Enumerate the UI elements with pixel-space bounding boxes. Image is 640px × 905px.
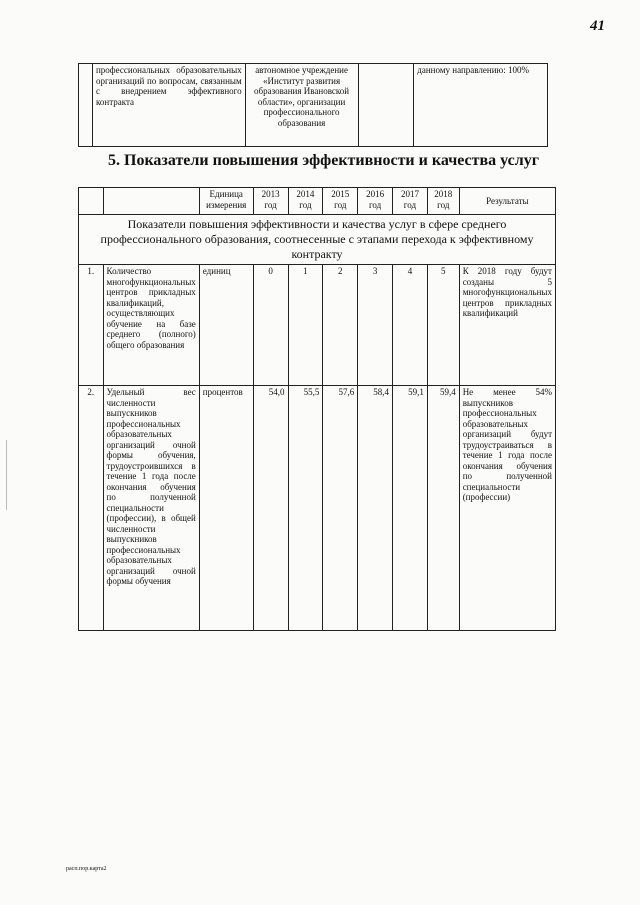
top-cell-empty <box>79 64 93 147</box>
section-row-text: Показатели повышения эффективности и качества услуг в сфере среднего профессионального образования, соотнесенные с этапами перехода к эффективному контракту <box>79 215 556 265</box>
header-unit: Единица измерения <box>199 188 253 215</box>
row-value: 54,0 <box>253 386 288 631</box>
section-row <box>79 215 556 265</box>
header-row <box>79 188 556 215</box>
row-indicator: Количество многофункциональных центров прикладных квалификаций, осуществляющих обучение на базе среднего (полного) общего образования <box>103 265 199 386</box>
row-value: 57,6 <box>323 386 358 631</box>
top-cell-3 <box>358 64 414 147</box>
top-cell-1: профессиональных образовательных организаций по вопросам, связанным с внедрением эффективного контракта <box>92 64 245 147</box>
header-year: 2013 год <box>253 188 288 215</box>
row-value: 55,5 <box>288 386 323 631</box>
row-number: 2. <box>79 386 104 631</box>
header-year: 2014 год <box>288 188 323 215</box>
row-value: 0 <box>253 265 288 386</box>
header-year: 2017 год <box>393 188 428 215</box>
header-year: 2015 год <box>323 188 358 215</box>
row-result: Не менее 54% выпускников профессиональных образовательных организаций будут трудоустраиваться в течение 1 года после окончания обучения по полученной специальности (профессии) <box>459 386 555 631</box>
top-cell-4: данному направлению: 100% <box>414 64 548 147</box>
header-num <box>79 188 104 215</box>
scan-artifact <box>6 440 7 510</box>
header-year: 2018 год <box>427 188 459 215</box>
row-result: К 2018 году будут созданы 5 многофункциональных центров прикладных квалификаций <box>459 265 555 386</box>
row-value: 4 <box>393 265 428 386</box>
row-value: 5 <box>427 265 459 386</box>
table-row <box>79 386 556 631</box>
indicators-table <box>78 187 556 631</box>
table-row <box>79 265 556 386</box>
row-value: 1 <box>288 265 323 386</box>
row-unit: процентов <box>199 386 253 631</box>
continuation-table <box>78 63 548 147</box>
section-title: 5. Показатели повышения эффективности и качества услуг <box>108 152 539 169</box>
header-indicator <box>103 188 199 215</box>
row-value: 59,1 <box>393 386 428 631</box>
header-year: 2016 год <box>358 188 393 215</box>
row-value: 3 <box>358 265 393 386</box>
page-number: 41 <box>590 18 605 34</box>
row-value: 59,4 <box>427 386 459 631</box>
row-value: 2 <box>323 265 358 386</box>
top-cell-2: автономное учреждение «Институт развития образования Ивановской области», организации профессионального образования <box>245 64 358 147</box>
row-number: 1. <box>79 265 104 386</box>
footer-note: расп.пор.карта2 <box>66 866 107 872</box>
row-unit: единиц <box>199 265 253 386</box>
row-value: 58,4 <box>358 386 393 631</box>
row-indicator: Удельный вес численности выпускников профессиональных образовательных организаций очной формы обучения, трудоустроившихся в течение 1 года после окончания обучения по полученной специальности (профессии), в общей численности выпускников профессиональных образовательных организаций очной формы обучения <box>103 386 199 631</box>
header-results: Результаты <box>459 188 555 215</box>
